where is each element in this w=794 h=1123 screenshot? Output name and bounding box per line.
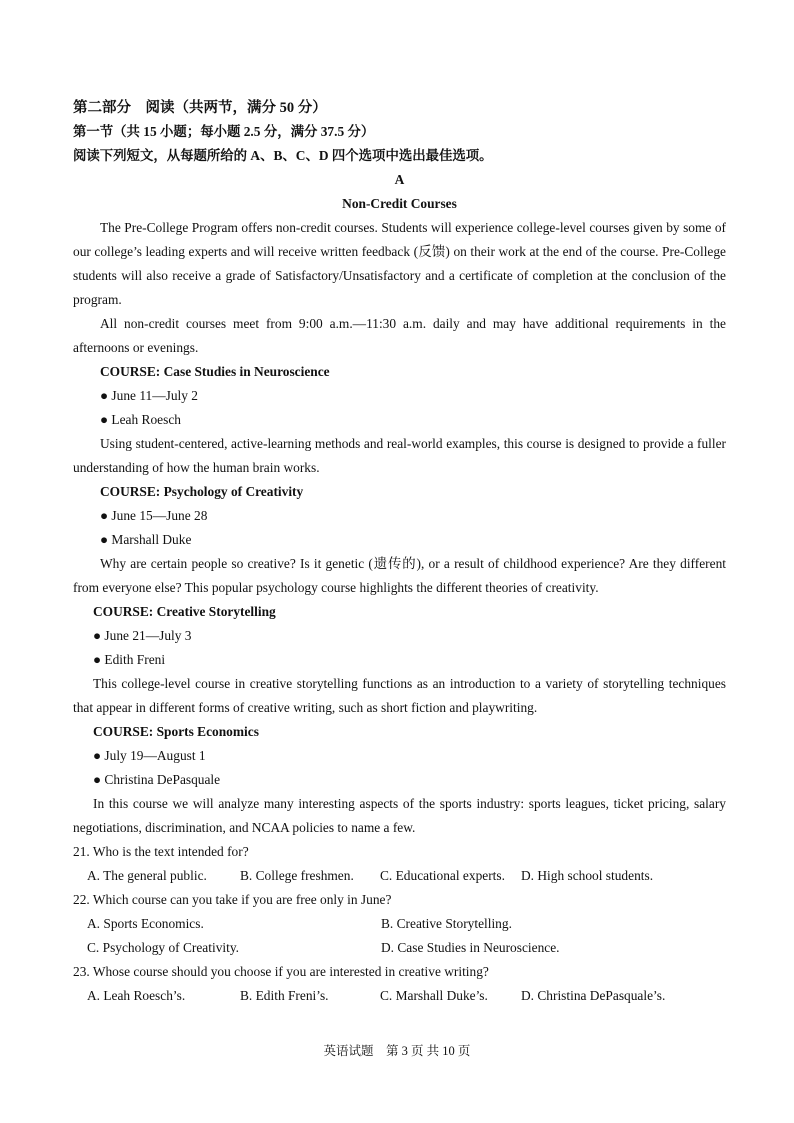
question-stem: 21. Who is the text intended for? <box>73 844 249 859</box>
course-dates: ● June 21—July 3 <box>93 628 192 643</box>
option-d: D. High school students. <box>521 868 654 883</box>
intro-paragraph: All non-credit courses meet from 9:00 a.m.—11:30 a.m. daily and may have additional requirements in the afternoons or evenings. <box>73 316 726 355</box>
course-description: Why are certain people so creative? Is it genetic (遗传的), or a result of childhood experience? Are they different from everyone else? This popular psychology course highlights the different theories of creativity. <box>73 556 726 595</box>
course-dates: ● July 19—August 1 <box>93 748 206 763</box>
course-block <box>73 600 726 720</box>
course-description: In this course we will analyze many interesting aspects of the sports industry: sports leagues, ticket pricing, salary negotiations, discrimination, and NCAA policies to name a few. <box>73 796 726 835</box>
passage-label: A <box>394 172 405 187</box>
part-heading: 第二部分 阅读（共两节，满分 50 分） <box>73 100 327 116</box>
course-instructor: ● Leah Roesch <box>100 412 181 427</box>
course-name: COURSE: Psychology of Creativity <box>100 484 304 499</box>
course-block <box>73 360 726 480</box>
question-23 <box>73 960 726 1008</box>
course-dates: ● June 11—July 2 <box>100 388 198 403</box>
question-stem: 22. Which course can you take if you are free only in June? <box>73 892 392 907</box>
course-name: COURSE: Sports Economics <box>93 724 259 739</box>
course-instructor: ● Edith Freni <box>93 652 166 667</box>
option-b: B. Edith Freni’s. <box>240 988 329 1003</box>
course-description: Using student-centered, active-learning methods and real-world examples, this course is designed to provide a fuller understanding of how the human brain works. <box>73 436 726 475</box>
course-name: COURSE: Creative Storytelling <box>93 604 276 619</box>
option-a: A. Leah Roesch’s. <box>87 988 186 1003</box>
question-21 <box>73 840 726 888</box>
course-description: This college-level course in creative storytelling functions as an introduction to a variety of storytelling techniques that appear in different forms of creative writing, such as short fiction and playwriting. <box>73 676 726 715</box>
course-name: COURSE: Case Studies in Neuroscience <box>100 364 330 379</box>
option-c: C. Marshall Duke’s. <box>380 988 488 1003</box>
option-a: A. Sports Economics. <box>87 916 204 931</box>
passage-title: Non-Credit Courses <box>342 196 457 211</box>
course-block <box>73 720 726 840</box>
instruction: 阅读下列短文，从每题所给的 A、B、C、D 四个选项中选出最佳选项。 <box>73 148 493 163</box>
option-c: C. Psychology of Creativity. <box>87 940 239 955</box>
course-dates: ● June 15—June 28 <box>100 508 208 523</box>
option-a: A. The general public. <box>87 868 207 883</box>
page-footer: 英语试题 第 3 页 共 10 页 <box>323 1044 471 1058</box>
question-22 <box>73 888 726 960</box>
course-instructor: ● Christina DePasquale <box>93 772 221 787</box>
option-d: D. Case Studies in Neuroscience. <box>381 940 560 955</box>
option-d: D. Christina DePasquale’s. <box>521 988 666 1003</box>
option-c: C. Educational experts. <box>380 868 505 883</box>
question-stem: 23. Whose course should you choose if you are interested in creative writing? <box>73 964 489 979</box>
section-heading: 第一节（共 15 小题；每小题 2.5 分，满分 37.5 分） <box>73 124 375 139</box>
option-b: B. Creative Storytelling. <box>381 916 512 931</box>
course-block <box>73 480 726 600</box>
option-b: B. College freshmen. <box>240 868 354 883</box>
course-instructor: ● Marshall Duke <box>100 532 192 547</box>
exam-page <box>73 96 726 1008</box>
intro-paragraph: The Pre-College Program offers non-credit courses. Students will experience college-level courses given by some of our college’s leading experts and will receive written feedback (反馈) on their work at the end of the course. Pre-College students will also receive a grade of Satisfactory/Unsatisfactory and a certificate of completion at the conclusion of the program. <box>73 220 726 307</box>
